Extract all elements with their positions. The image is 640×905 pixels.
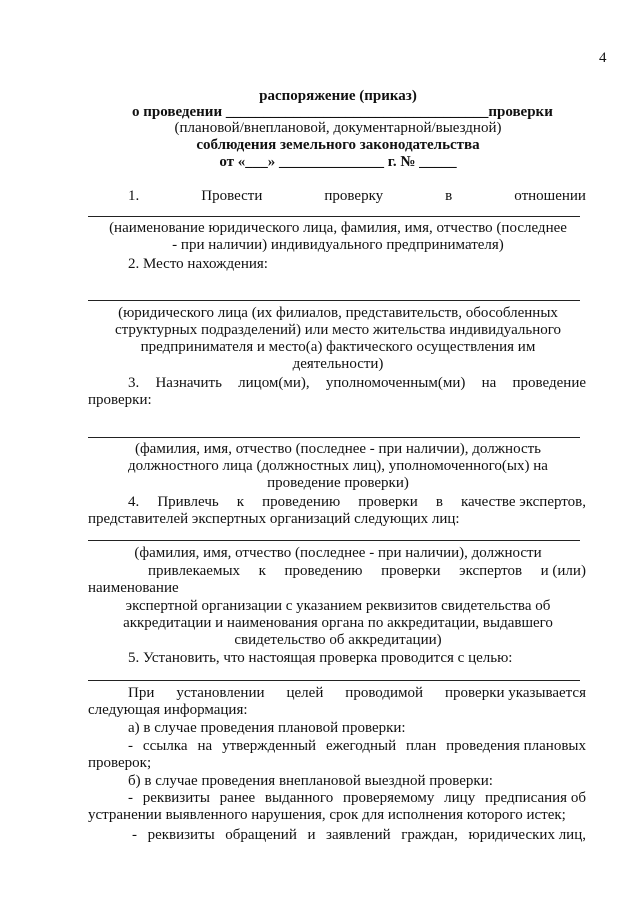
caption-4e: аккредитации и наименования органа по аккредитации, выдавшего — [123, 615, 553, 631]
caption-3a: (фамилия, имя, отчество (последнее - при наличии), должность — [134, 441, 542, 457]
fill-line-1 — [88, 216, 580, 217]
para-goals-1: При установлении целей проводимой проверки указывается — [128, 685, 586, 701]
fill-line-3 — [88, 437, 580, 438]
para-goals-2: следующая информация: — [88, 702, 248, 718]
header-date-line: от «___» ______________ г. № _____ — [219, 154, 457, 170]
section4-line: 4. Привлечь к проведению проверки в качестве экспертов, — [128, 494, 586, 510]
page-number: 4 — [599, 50, 607, 66]
doc-title: распоряжение (приказ) — [259, 88, 417, 104]
section5-line: 5. Установить, что настоящая проверка проводится с целью: — [128, 650, 513, 666]
caption-1b: - при наличии) индивидуального предпринимателя) — [172, 237, 504, 253]
section4-line-2: представителей экспертных организаций следующих лиц: — [88, 511, 460, 527]
item-b: б) в случае проведения внеплановой выездной проверки: — [128, 773, 493, 789]
fill-line-2 — [88, 300, 580, 301]
section1-line: 1. Провести проверку в отношении — [128, 188, 586, 204]
caption-4c: наименование — [88, 580, 179, 596]
header-line-4: соблюдения земельного законодательства — [196, 137, 480, 153]
header-line-2: о проведении ___________________________________проверки — [132, 104, 553, 120]
caption-2b: структурных подразделений) или место жительства индивидуального — [115, 322, 561, 338]
header-line-3: (плановой/внеплановой, документарной/выездной) — [174, 120, 502, 136]
caption-4f: свидетельство об аккредитации) — [234, 632, 442, 648]
section3-line: 3. Назначить лицом(ми), уполномоченным(ми) на проведение — [128, 375, 586, 391]
item-b-sub-3: - реквизиты обращений и заявлений граждан, юридических лиц, — [132, 827, 586, 843]
item-a-sub-2: проверок; — [88, 755, 152, 771]
fill-line-5 — [88, 680, 580, 681]
item-a-sub-1: - ссылка на утвержденный ежегодный план проведения плановых — [128, 738, 586, 754]
caption-2d: деятельности) — [292, 356, 384, 372]
fill-line-4 — [88, 540, 580, 541]
caption-3c: проведение проверки) — [267, 475, 409, 491]
caption-2c: предпринимателя и место(а) фактического осуществления им — [140, 339, 536, 355]
item-b-sub-2: устранении выявленного нарушения, срок для исполнения которого истек; — [88, 807, 566, 823]
caption-1a: (наименование юридического лица, фамилия, имя, отчество (последнее — [109, 220, 567, 236]
caption-4b: привлекаемых к проведению проверки экспертов и (или) — [148, 563, 586, 579]
caption-4d: экспертной организации с указанием реквизитов свидетельства об — [125, 598, 551, 614]
caption-2a: (юридического лица (их филиалов, представительств, обособленных — [118, 305, 558, 321]
section3-line-2: проверки: — [88, 392, 152, 408]
caption-3b: должностного лица (должностных лиц), уполномоченного(ых) на — [128, 458, 548, 474]
item-a: а) в случае проведения плановой проверки: — [128, 720, 406, 736]
item-b-sub-1: - реквизиты ранее выданного проверяемому лицу предписания об — [128, 790, 586, 806]
caption-4a: (фамилия, имя, отчество (последнее - при наличии), должности — [134, 545, 542, 561]
section2-line: 2. Место нахождения: — [128, 256, 268, 272]
